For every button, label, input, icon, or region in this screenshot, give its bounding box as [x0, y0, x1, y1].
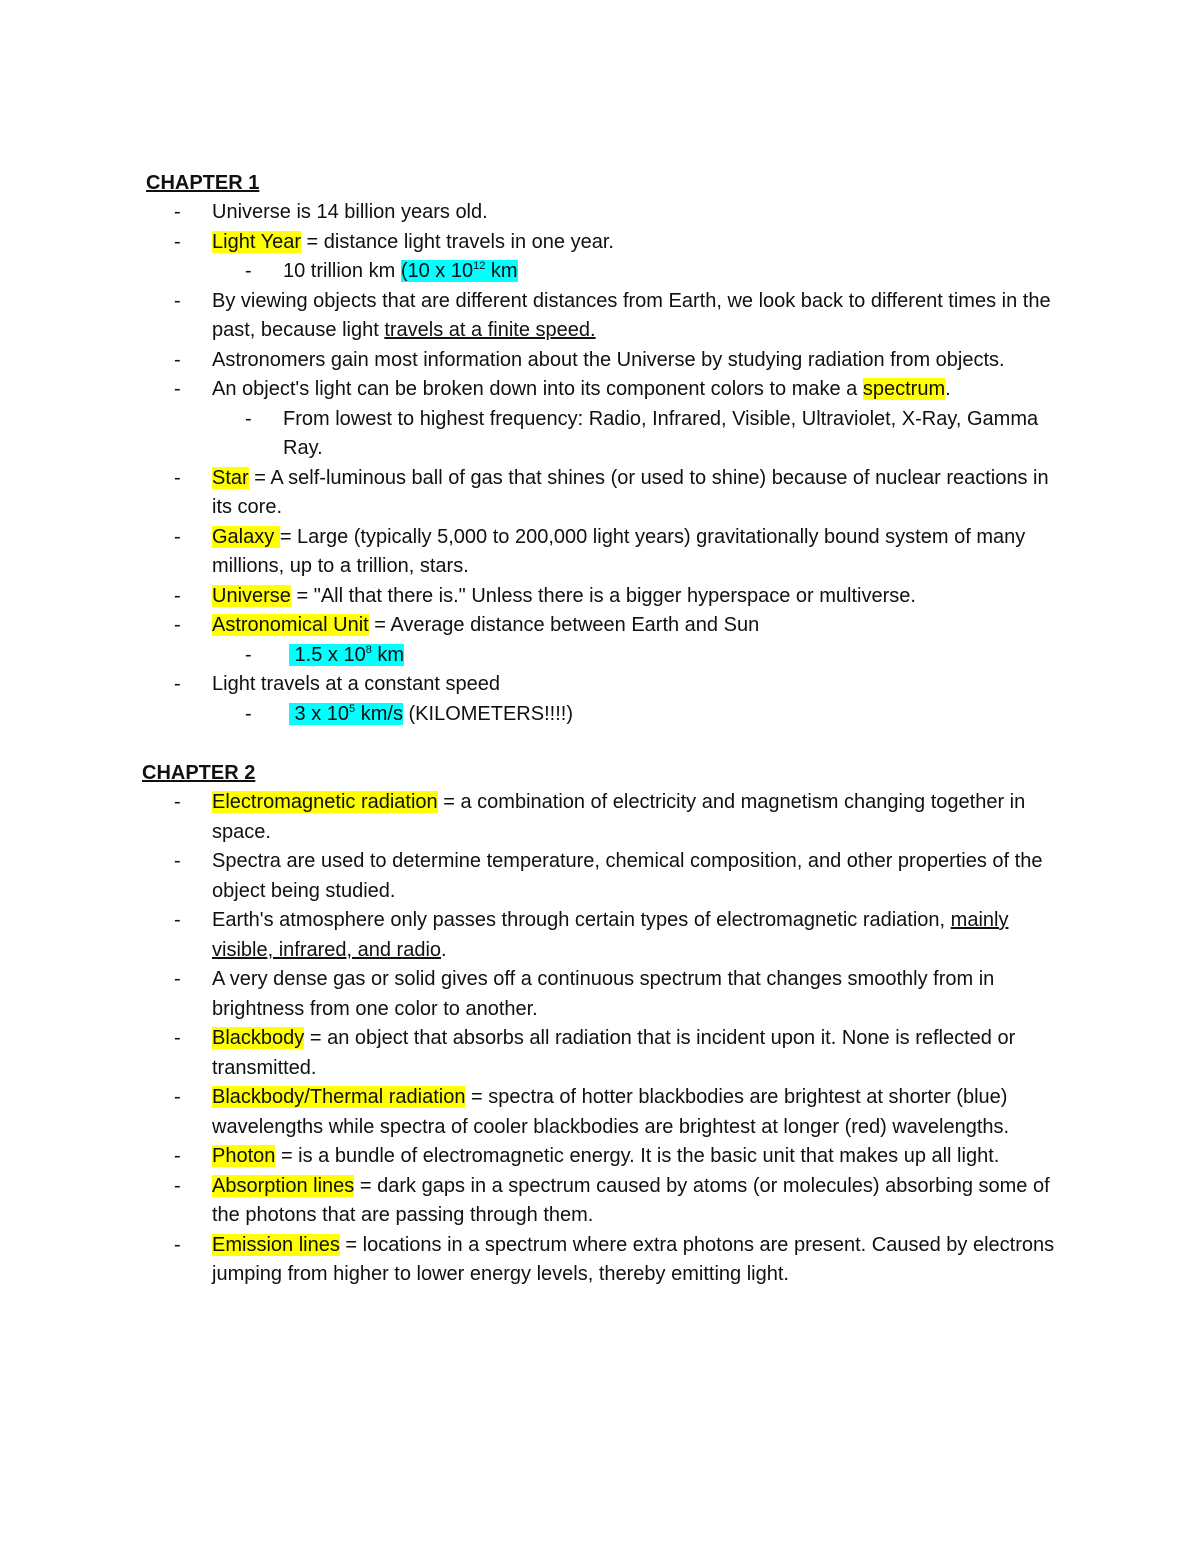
item-text: = A self-luminous ball of gas that shines (or used to shine) because of nuclear reactions in its core. — [212, 466, 1049, 518]
underlined-text: mainly visible, infrared, and radio — [212, 909, 1009, 961]
term-highlight: Electromagnetic radiation — [212, 791, 438, 813]
value-text: 3 x 10 — [289, 702, 350, 725]
bullet-dash: - — [174, 584, 181, 607]
list-item — [142, 582, 1072, 612]
list-item — [142, 670, 1072, 700]
item-text: By viewing objects that are different distances from Earth, we look back to different times in the past, because light — [212, 289, 1051, 341]
exponent: 5 — [349, 702, 356, 715]
term-highlight: Emission lines — [212, 1233, 340, 1256]
bullet-dash: - — [174, 614, 181, 636]
item-text: Earth's atmosphere only passes through certain types of electromagnetic radiation, — [212, 909, 951, 931]
bullet-dash: - — [174, 1233, 181, 1256]
item-text: An object's light can be broken down into its component colors to make a — [212, 378, 863, 400]
item-text: . — [945, 378, 951, 400]
term-highlight: Galaxy — [212, 525, 280, 548]
list-item — [142, 287, 1072, 346]
bullet-dash: - — [245, 407, 252, 430]
list-item — [142, 1231, 1072, 1290]
value-highlight — [401, 260, 518, 282]
exponent: 12 — [473, 260, 486, 272]
bullet-dash: - — [245, 702, 252, 725]
list-item — [142, 198, 1072, 228]
value-highlight — [289, 703, 403, 725]
bullet-dash: - — [245, 643, 252, 666]
item-text: = is a bundle of electromagnetic energy. It is the basic unit that makes up all light. — [275, 1145, 1000, 1167]
bullet-dash: - — [174, 289, 181, 312]
list-item — [142, 611, 1072, 641]
bullet-dash: - — [245, 260, 252, 282]
item-text: = Large (typically 5,000 to 200,000 light years) gravitationally bound system of many millions, up to a trillion, stars. — [212, 525, 1026, 577]
chapter-2-heading: CHAPTER 2 — [142, 762, 256, 784]
underlined-text: travels at a finite speed. — [384, 319, 596, 341]
chapter-1-heading: CHAPTER 1 — [146, 172, 260, 194]
bullet-dash: - — [174, 378, 181, 400]
exponent: 8 — [365, 643, 372, 656]
list-item — [142, 847, 1072, 906]
list-item — [142, 228, 1072, 258]
value-text: (10 x 10 — [400, 260, 474, 282]
sub-list-item — [142, 257, 1072, 287]
item-text: A very dense gas or solid gives off a continuous spectrum that changes smoothly from in brightness from one color to another. — [212, 968, 995, 1020]
list-item — [142, 1172, 1072, 1231]
value-highlight — [289, 644, 404, 666]
item-text: Light travels at a constant speed — [212, 673, 500, 695]
bullet-dash: - — [174, 201, 181, 223]
item-text: = "All that there is." Unless there is a bigger hyperspace or multiverse. — [290, 584, 916, 607]
value-unit: km/s — [355, 702, 403, 725]
list-item — [142, 375, 1072, 405]
list-item — [142, 523, 1072, 582]
item-text: = dark gaps in a spectrum caused by atoms (or molecules) absorbing some of the photons that are passing through them. — [212, 1174, 1050, 1226]
list-item — [142, 346, 1072, 376]
item-text: Spectra are used to determine temperature, chemical composition, and other properties of the object being studied. — [212, 850, 1043, 902]
bullet-dash: - — [174, 1174, 181, 1197]
term-highlight: Universe — [212, 584, 291, 607]
sub-list-item — [142, 700, 1072, 730]
bullet-dash: - — [174, 1145, 181, 1167]
value-unit: km — [371, 643, 405, 666]
item-text: = Average distance between Earth and Sun — [368, 614, 760, 636]
term-highlight: Photon — [212, 1145, 276, 1167]
list-item — [142, 1024, 1072, 1083]
list-item — [142, 1083, 1072, 1142]
bullet-dash: - — [174, 230, 181, 253]
item-text: . — [441, 938, 447, 961]
bullet-dash: - — [174, 348, 181, 371]
list-item — [142, 464, 1072, 523]
term-highlight: Star — [212, 466, 249, 489]
item-text: = a combination of electricity and magnetism changing together in space. — [212, 791, 1026, 843]
bullet-dash: - — [174, 525, 181, 548]
item-text: = an object that absorbs all radiation that is incident upon it. None is reflected or transmitted. — [212, 1027, 1016, 1079]
list-item — [142, 788, 1072, 847]
sub-list-item — [142, 641, 1072, 671]
bullet-dash: - — [174, 1027, 181, 1049]
notes-body — [142, 168, 1072, 1290]
term-highlight: Astronomical Unit — [212, 614, 369, 636]
list-item — [142, 906, 1072, 965]
item-text: = distance light travels in one year. — [300, 230, 614, 253]
bullet-dash: - — [174, 673, 181, 695]
item-text: = locations in a spectrum where extra photons are present. Caused by electrons jumping from higher to lower energy levels, thereby emitting light. — [212, 1233, 1055, 1285]
value-unit: km — [485, 260, 518, 282]
item-text: (KILOMETERS!!!!) — [402, 702, 573, 725]
bullet-dash: - — [174, 466, 181, 489]
bullet-dash: - — [174, 850, 181, 872]
bullet-dash: - — [174, 1086, 181, 1108]
term-highlight: spectrum — [862, 378, 946, 400]
item-text: From lowest to highest frequency: Radio, Infrared, Visible, Ultraviolet, X-Ray, Gamma Ray. — [283, 407, 1039, 459]
item-text: Astronomers gain most information about the Universe by studying radiation from objects. — [212, 348, 1005, 371]
bullet-dash: - — [174, 791, 181, 813]
value-text: 1.5 x 10 — [289, 643, 366, 666]
sub-list-item — [142, 405, 1072, 464]
term-highlight: Blackbody — [212, 1027, 305, 1049]
list-item — [142, 1142, 1072, 1172]
term-highlight: Absorption lines — [212, 1174, 355, 1197]
term-highlight: Light Year — [212, 230, 301, 253]
term-highlight: Blackbody/Thermal radiation — [212, 1086, 466, 1108]
list-item — [142, 965, 1072, 1024]
bullet-dash: - — [174, 909, 181, 931]
item-text: 10 trillion km — [283, 260, 401, 282]
item-text: Universe is 14 billion years old. — [212, 201, 488, 223]
bullet-dash: - — [174, 968, 181, 990]
item-text: = spectra of hotter blackbodies are brightest at shorter (blue) wavelengths while spectra of cooler blackbodies are brightest at longer (red) wavelengths. — [212, 1086, 1010, 1138]
